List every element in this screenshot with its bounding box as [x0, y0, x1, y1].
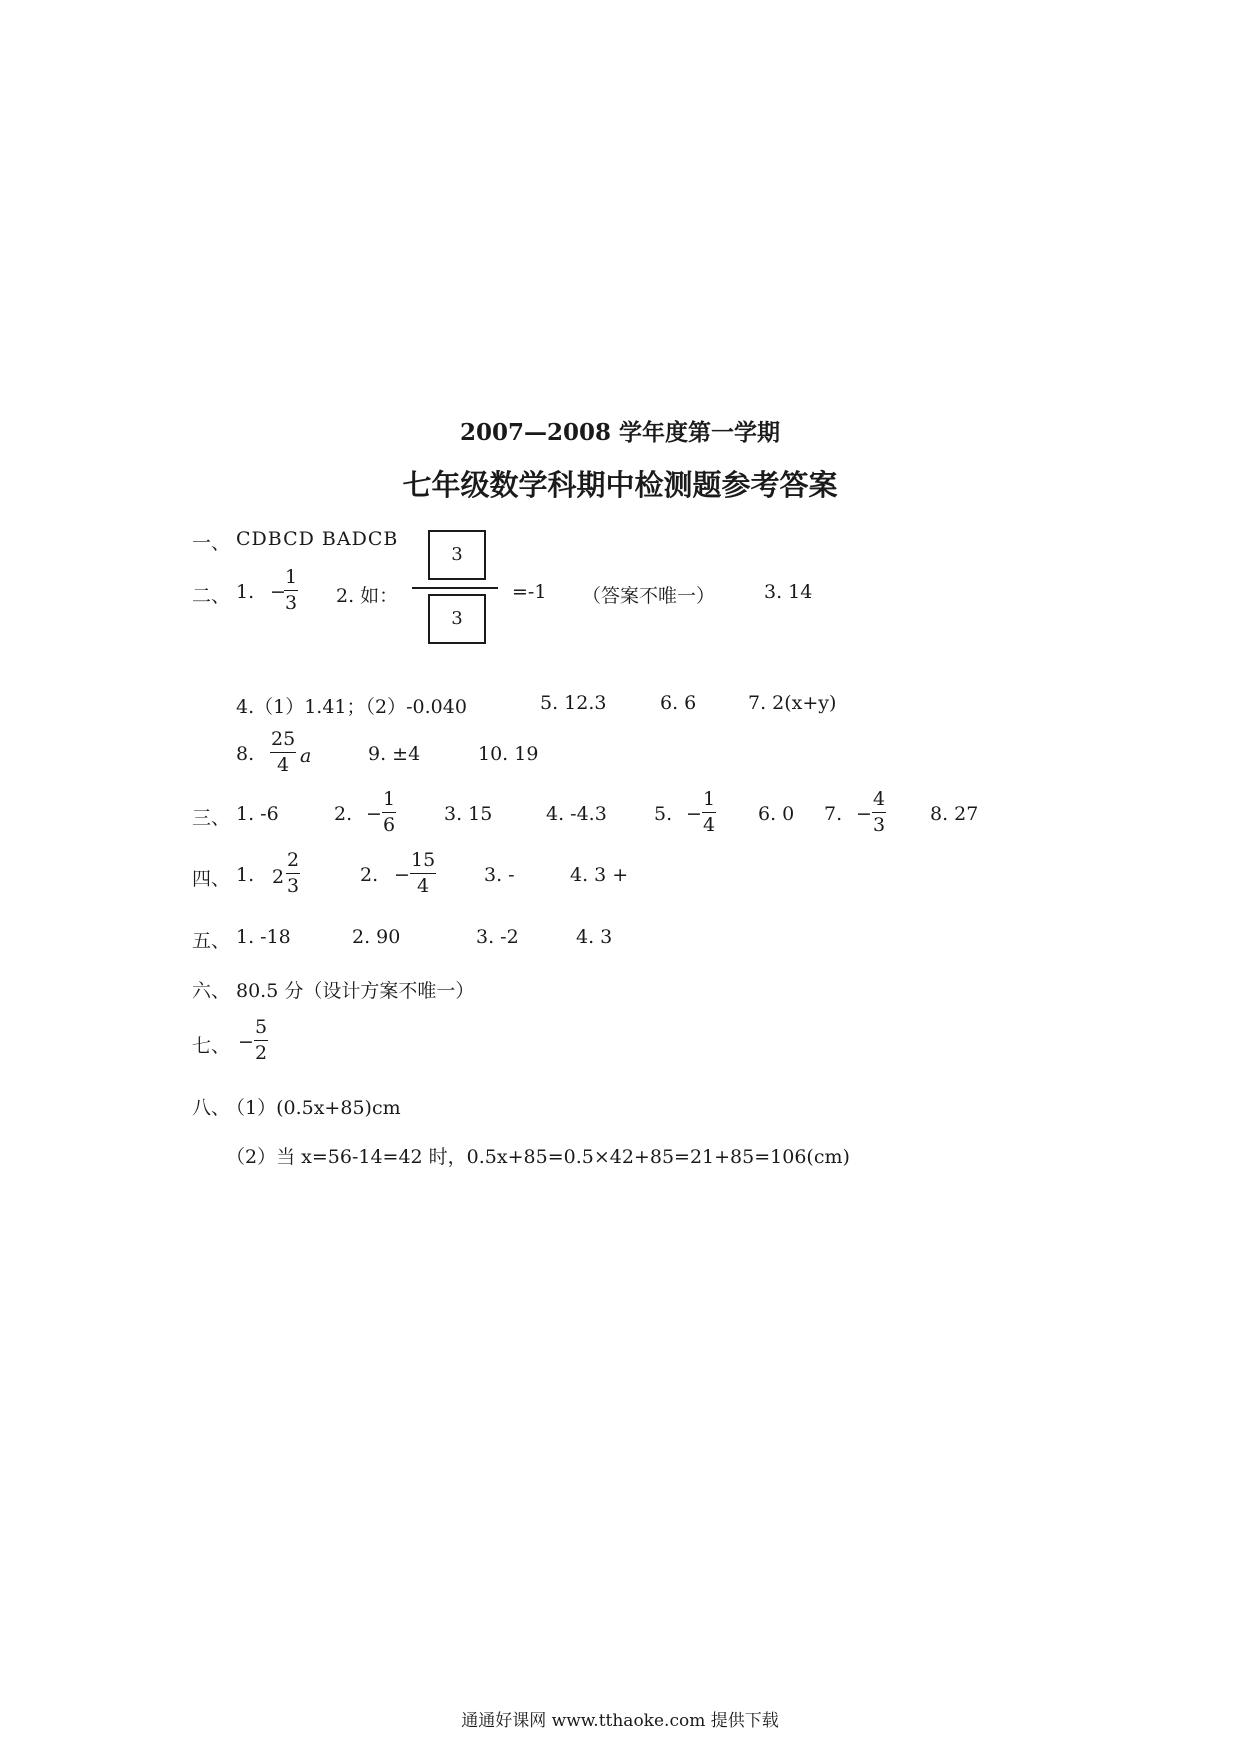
fraction-numerator: 4 — [872, 790, 886, 813]
s2-q8-variable: a — [300, 745, 312, 767]
s8-part1: （1）(0.5x+85)cm — [226, 1097, 401, 1119]
s2-q9-answer: 9. ±4 — [368, 743, 421, 765]
minus-sign: − — [366, 803, 382, 825]
s3-q5-fraction — [702, 790, 716, 835]
s3-q1-answer: 1. -6 — [236, 803, 279, 825]
fraction-numerator: 15 — [410, 851, 436, 874]
title-year: 2007—2008 学年度第一学期 — [459, 419, 781, 446]
minus-sign: − — [856, 803, 872, 825]
s2-q1-number: 1. — [236, 581, 255, 603]
s4-q1-whole: 2 — [272, 866, 285, 888]
s3-q2-fraction — [382, 790, 396, 835]
fraction-denominator: 3 — [285, 592, 298, 614]
fraction-numerator: 1 — [702, 790, 716, 813]
s3-q7-fraction — [872, 790, 886, 835]
fraction-numerator: 5 — [254, 1018, 268, 1041]
s3-q7-number: 7. — [824, 803, 843, 825]
section-4-label: 四、 — [192, 868, 231, 890]
fraction-denominator: 3 — [287, 875, 300, 897]
minus-sign: − — [270, 581, 286, 603]
s2-q6-answer: 6. 6 — [660, 692, 697, 714]
section-1-answers: CDBCD BADCB — [236, 528, 399, 550]
s4-q3-answer: 3. - — [484, 864, 515, 886]
s3-q5-number: 5. — [654, 803, 673, 825]
s2-q8-fraction — [270, 730, 296, 775]
s5-q2-answer: 2. 90 — [352, 926, 401, 948]
fraction-denominator: 4 — [703, 814, 716, 836]
s4-q2-fraction — [410, 851, 436, 896]
s2-q10-answer: 10. 19 — [478, 743, 539, 765]
s4-q1-fraction — [286, 851, 300, 896]
s3-q4-answer: 4. -4.3 — [546, 803, 607, 825]
s2-q2-note: （答案不唯一） — [582, 585, 716, 607]
s2-q3-answer: 3. 14 — [764, 581, 813, 603]
s3-q6-answer: 6. 0 — [758, 803, 795, 825]
s3-q8-answer: 8. 27 — [930, 803, 979, 825]
fraction-bar — [412, 587, 498, 589]
section-2-label: 二、 — [192, 585, 231, 607]
answer-box-bottom: 3 — [428, 594, 486, 644]
section-5-label: 五、 — [192, 930, 231, 952]
fraction-denominator: 4 — [277, 754, 290, 776]
minus-sign: − — [686, 803, 702, 825]
s3-q3-answer: 3. 15 — [444, 803, 493, 825]
s4-q2-number: 2. — [360, 864, 379, 886]
s7-fraction — [254, 1018, 268, 1063]
fraction-denominator: 3 — [873, 814, 886, 836]
section-8-label: 八、 — [192, 1097, 231, 1119]
section-3-label: 三、 — [192, 807, 231, 829]
title-main: 七年级数学科期中检测题参考答案 — [402, 468, 838, 502]
s2-q7-answer: 7. 2(x+y) — [748, 692, 837, 714]
s2-q8-number: 8. — [236, 743, 255, 765]
fraction-numerator: 1 — [284, 568, 298, 591]
minus-sign: − — [238, 1031, 254, 1053]
fraction-denominator: 6 — [383, 814, 396, 836]
s5-q1-answer: 1. -18 — [236, 926, 291, 948]
footer-download-note: 通通好课网 www.tthaoke.com 提供下载 — [461, 1711, 779, 1731]
minus-sign: − — [394, 864, 410, 886]
section-7-label: 七、 — [192, 1035, 231, 1057]
fraction-numerator: 25 — [270, 730, 296, 753]
s2-q4-answer: 4.（1）1.41；（2）-0.040 — [236, 696, 467, 718]
fraction-numerator: 2 — [286, 851, 300, 874]
s3-q2-number: 2. — [334, 803, 353, 825]
s8-part2: （2）当 x=56-14=42 时，0.5x+85=0.5×42+85=21+85=106(cm) — [226, 1146, 850, 1168]
s2-q2-equation: =-1 — [512, 581, 547, 603]
fraction-denominator: 2 — [255, 1042, 268, 1064]
s5-q4-answer: 4. 3 — [576, 926, 613, 948]
answer-box-top: 3 — [428, 530, 486, 580]
s2-q5-answer: 5. 12.3 — [540, 692, 607, 714]
s4-q1-number: 1. — [236, 864, 255, 886]
s2-q1-fraction — [284, 568, 298, 613]
s4-q4-answer: 4. 3 + — [570, 864, 629, 886]
fraction-denominator: 4 — [417, 875, 430, 897]
fraction-numerator: 1 — [382, 790, 396, 813]
s6-answer: 80.5 分（设计方案不唯一） — [236, 980, 475, 1002]
section-1-label: 一、 — [192, 532, 231, 554]
s5-q3-answer: 3. -2 — [476, 926, 519, 948]
section-6-label: 六、 — [192, 980, 231, 1002]
s2-q2-number: 2. 如： — [336, 585, 399, 607]
